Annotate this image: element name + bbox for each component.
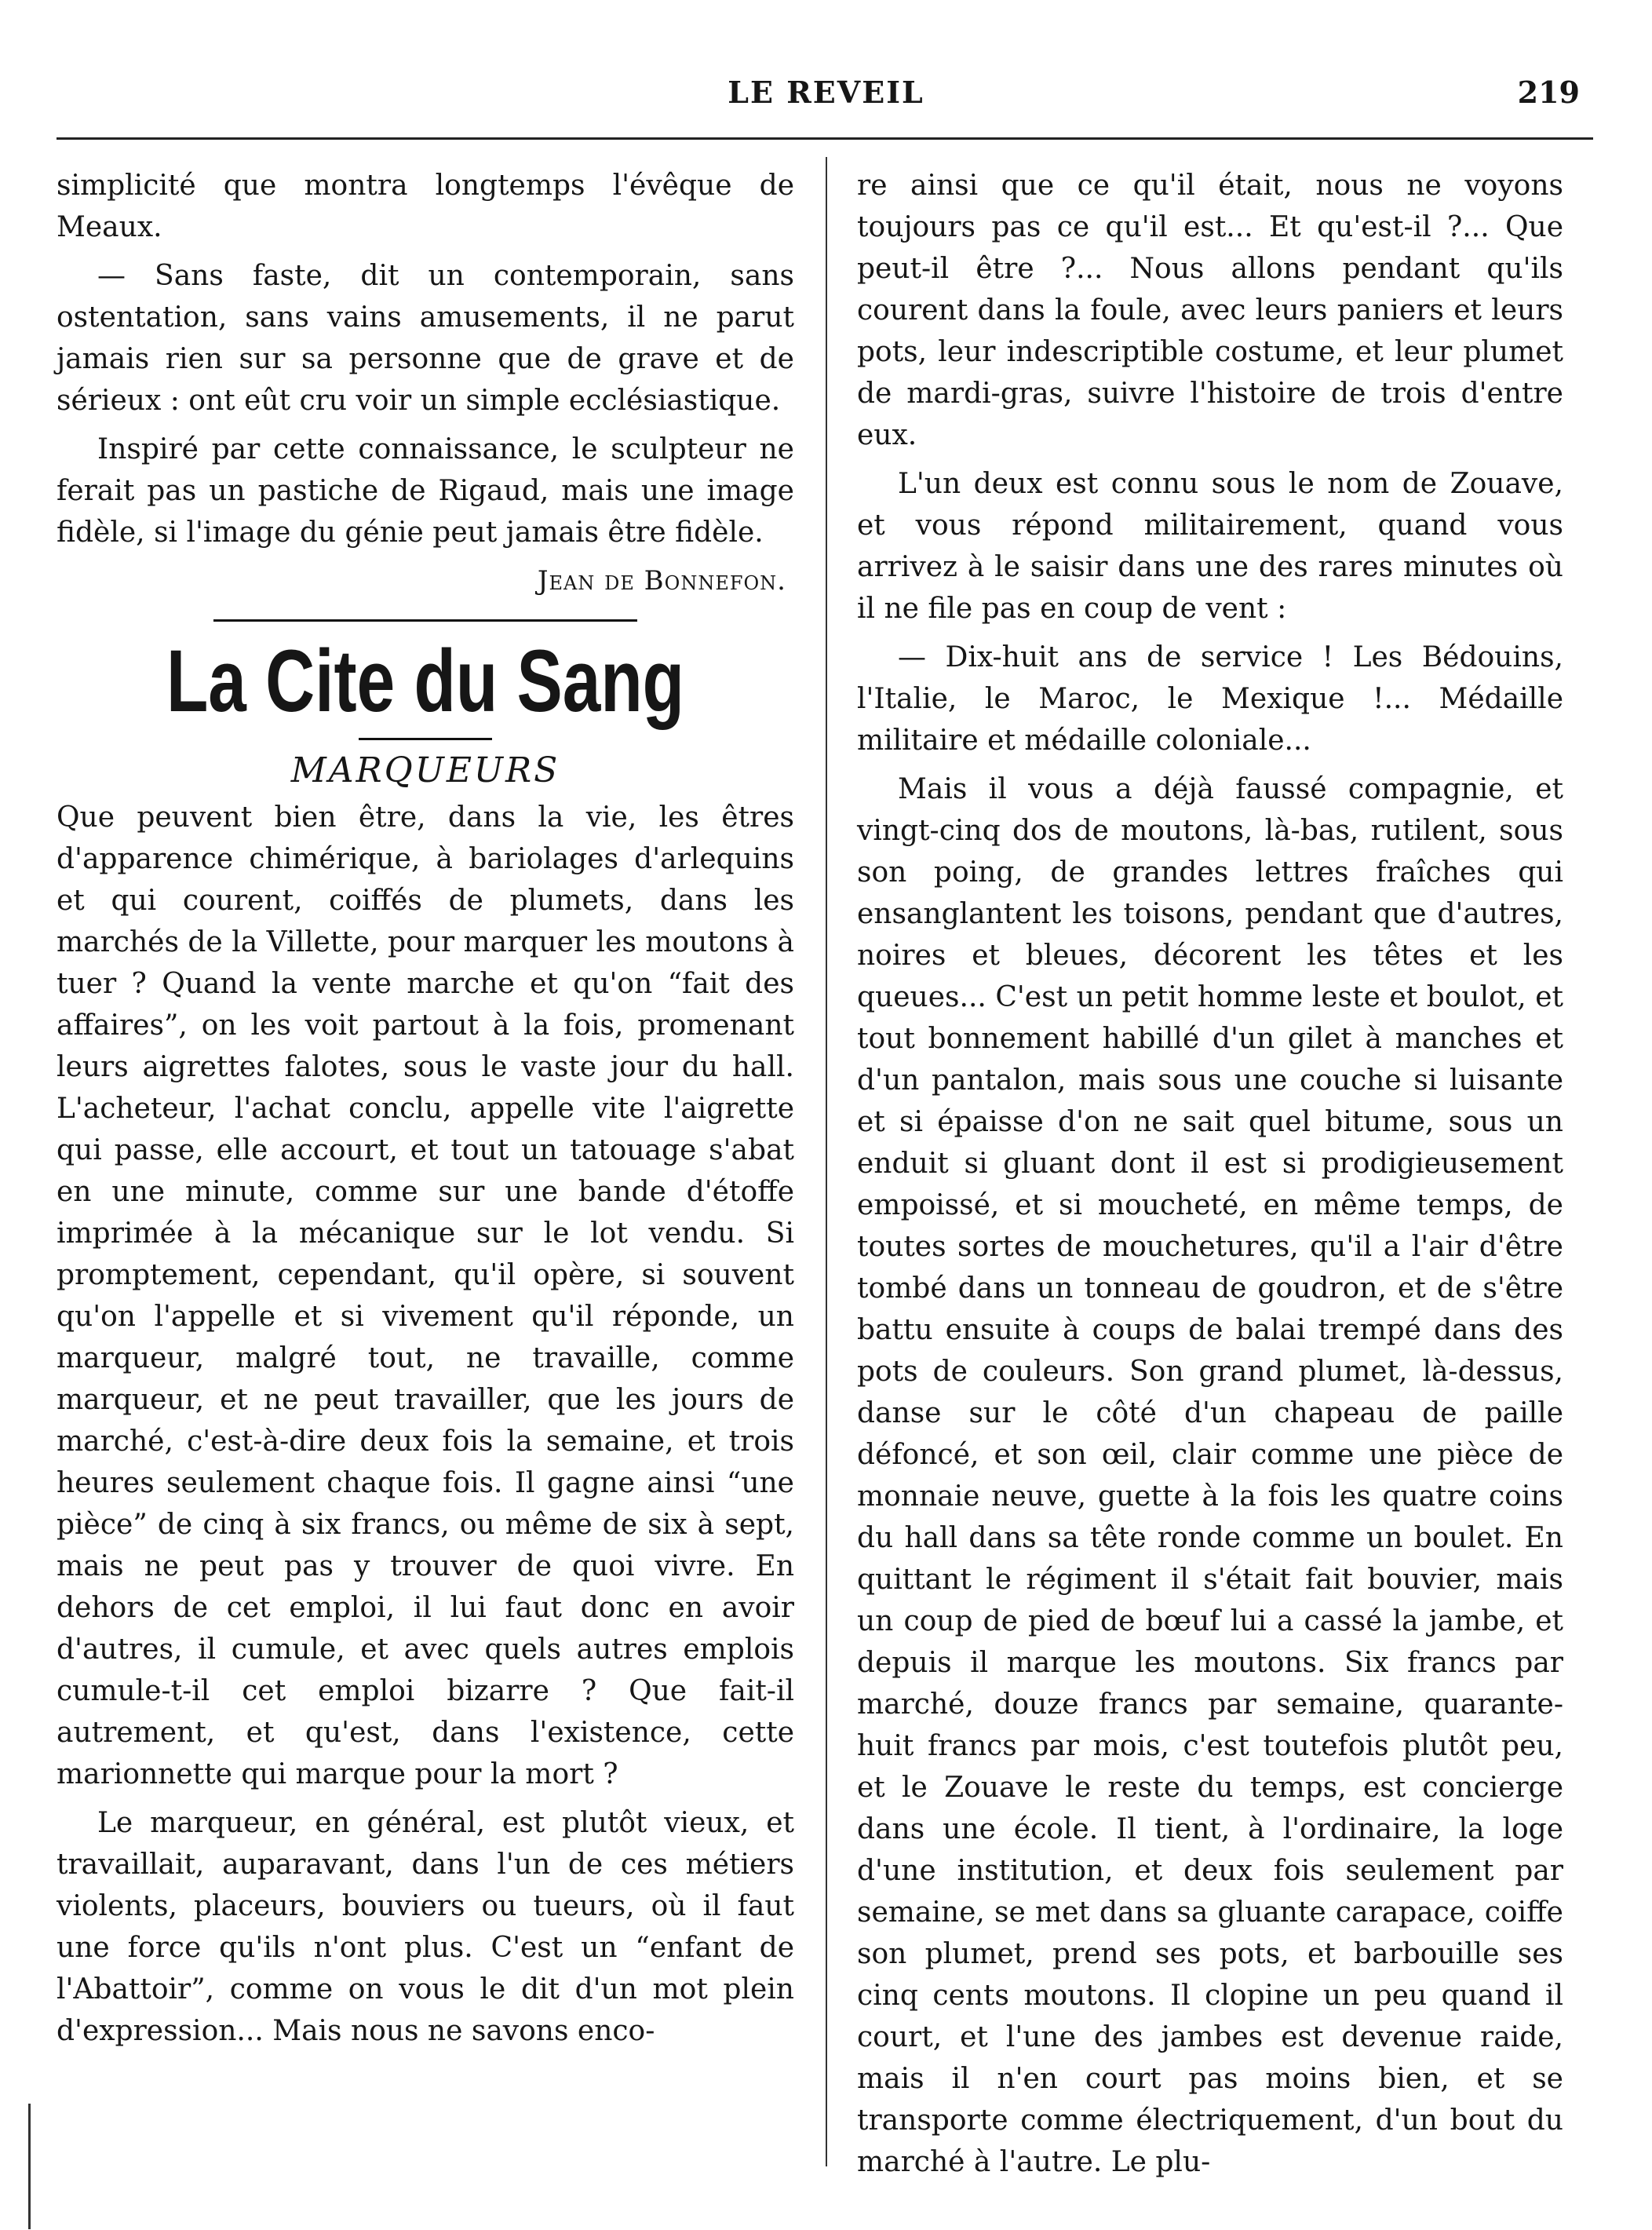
article-paragraph: Le marqueur, en général, est plutôt vieux, et travaillait, auparavant, dans l'un de ces métiers violents, placeurs, bouviers ou tueurs, où il faut une force qu'ils n'ont plus. C'est un “enfant de l'Abattoir”, comme on vous le dit d'un mot plein d'expression... Mais nous ne savons enco- — [57, 1807, 794, 2047]
margin-line — [28, 2104, 31, 2229]
quote-paragraph: — Dix-huit ans de service ! Les Bédouins, l'Italie, le Maroc, le Mexique !... Médaille militaire et médaille coloniale... — [857, 641, 1563, 757]
header-rule — [57, 137, 1593, 140]
article-paragraph: Mais il vous a déjà faussé compagnie, et vingt-cinq dos de moutons, là-bas, rutilent, sous son poing, de grandes lettres fraîches qui ensanglantent les toisons, pendant que d'autres, noires et bleues, décorent les têtes et les queues... C'est un petit homme leste et boulot, et tout bonnement habillé d'un gilet à manches et d'un pantalon, mais sous une couche si luisante et si épaisse d'on ne sait quel bitume, sous un enduit si gluant dont il est si prodigieusement empoissé, et si moucheté, en même temps, de toutes sortes de mouchetures, qu'il a l'air d'être tombé dans un tonneau de goudron, et de s'être battu ensuite à coups de balai trempé dans des pots de couleurs. Son grand plumet, là-dessus, danse sur le côté d'un chapeau de paille défoncé, et son œil, clair comme une pièce de monnaie neuve, guette à la fois les quatre coins du hall dans sa tête ronde comme un boulet. En quittant le régiment il s'était fait bouvier, mais un coup de pied de bœuf lui a cassé la jambe, et depuis il marque les moutons. Six francs par marché, douze francs par semaine, quarante-huit francs par mois, c'est toutefois plutôt peu, et le Zouave le reste du temps, est concierge dans une école. Il tient, à l'ordinaire, la loge d'une institution, et deux fois seulement par semaine, se met dans sa gluante carapace, coiffe son plumet, prend ses pots, et barbouille ses cinq cents moutons. Il clopine un peu quand il court, et l'une des jambes est devenue raide, mais il n'en court pas moins bien, et se transporte comme électriquement, d'un bout du marché à l'autre. Le plu- — [857, 773, 1563, 2178]
left-column — [57, 165, 794, 2059]
page-number: 219 — [1517, 75, 1580, 110]
intro-paragraph: — Sans faste, dit un contemporain, sans ostentation, sans vains amusements, il ne parut jamais rien sur sa personne que de grave et de sérieux : ont eût cru voir un simple ecclésiastique. — [57, 260, 794, 417]
article-paragraph: re ainsi que ce qu'il était, nous ne voyons toujours pas ce qu'il est... Et qu'est-il ?... Que peut-il être ?... Nous allons pendant qu'ils courent dans la foule, avec leurs paniers et leurs pots, leur indescriptible costume, et leur plumet de mardi-gras, suivre l'histoire de trois d'entre eux. — [857, 170, 1563, 451]
signature: Jean de Bonnefon. — [537, 565, 786, 597]
right-column — [826, 165, 1563, 2190]
intro-paragraph: Inspiré par cette connaissance, le sculpteur ne ferait pas un pastiche de Rigaud, mais une image fidèle, si l'image du génie peut jamais être fidèle. — [57, 433, 794, 549]
article-paragraph: Que peuvent bien être, dans la vie, les êtres d'apparence chimérique, à bariolages d'arlequins et qui courent, coiffés de plumets, dans les marchés de la Villette, pour marquer les moutons à tuer ? Quand la vente marche et qu'on “fait des affaires”, on les voit partout à la fois, promenant leurs aigrettes falotes, sous le vaste jour du hall. L'acheteur, l'achat conclu, appelle vite l'aigrette qui passe, elle accourt, et tout un tatouage s'abat en une minute, comme sur une bande d'étoffe imprimée à la mécanique sur le lot vendu. Si promptement, cependant, qu'il opère, si souvent qu'on l'appelle et si vivement qu'il réponde, un marqueur, malgré tout, ne travaille, comme marqueur, et ne peut travailler, que les jours de marché, c'est-à-dire deux fois la semaine, et trois heures seulement chaque fois. Il gagne ainsi “une pièce” de cinq à six francs, ou même de six à sept, mais ne peut pas y trouver de quoi vivre. En dehors de cet emploi, il lui faut donc en avoir d'autres, il cumule, et avec quels autres emplois cumule-t-il cet emploi bizarre ? Que fait-il autrement, et qu'est, dans l'existence, cette marionnette qui marque pour la mort ? — [57, 801, 794, 1790]
title-rule-bottom — [359, 738, 492, 740]
article-paragraph: L'un deux est connu sous le nom de Zouave, et vous répond militairement, quand vous arrivez à le saisir dans une des rares minutes où il ne file pas en coup de vent : — [857, 468, 1563, 625]
article-title: La Cite du Sang — [166, 632, 685, 730]
intro-paragraph: simplicité que montra longtemps l'évêque de Meaux. — [57, 170, 794, 243]
running-title: LE REVEIL — [728, 75, 924, 110]
article-subtitle: MARQUEURS — [290, 750, 560, 790]
title-rule-top — [213, 619, 637, 622]
page-header — [0, 75, 1652, 122]
